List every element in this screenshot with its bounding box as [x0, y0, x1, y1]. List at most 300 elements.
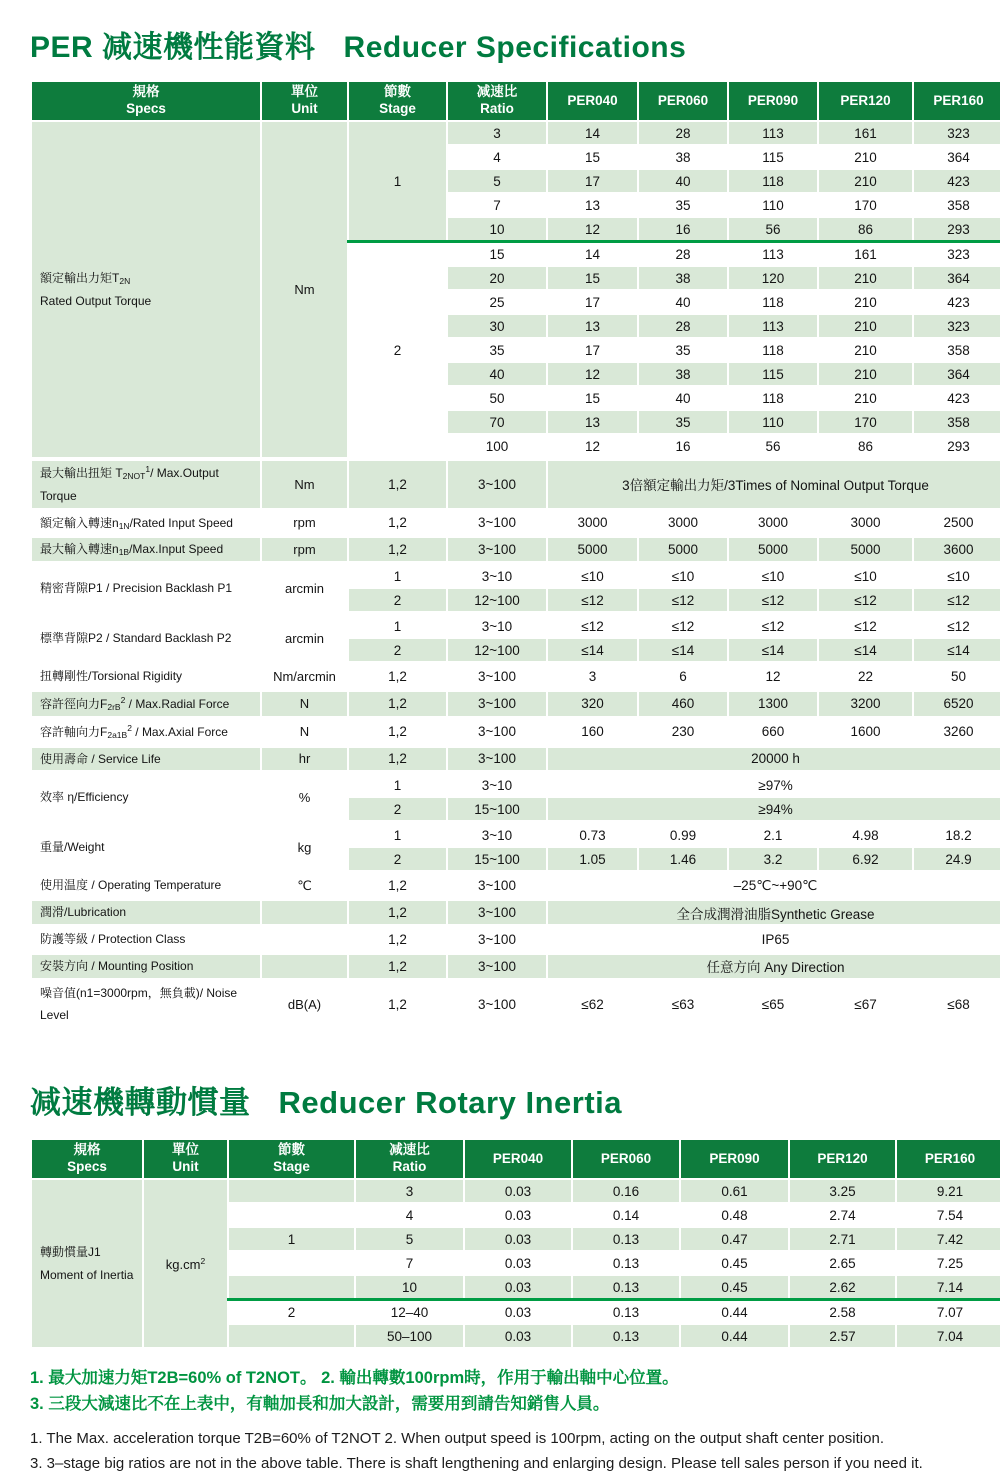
table-cell: ≤12 [818, 613, 913, 638]
table-cell: 358 [913, 410, 1000, 434]
header-row [31, 1139, 1000, 1179]
table-cell: 3000 [818, 510, 913, 537]
table-cell: 1,2 [348, 899, 447, 926]
table-cell: 13 [547, 314, 638, 338]
table-cell: 15~100 [447, 847, 547, 872]
column-header: PER090 [680, 1139, 789, 1179]
spec-label: 容許徑向力$F_{2rB}^2$ / Max.Radial Force [31, 690, 261, 718]
table-cell: 40 [638, 290, 728, 314]
table-cell: 3~10 [447, 822, 547, 847]
table-cell: 3倍額定輸出力矩/3Times of Nominal Output Torque [547, 459, 1000, 510]
table-cell: 25 [447, 290, 547, 314]
column-header: PER120 [789, 1139, 896, 1179]
table-cell: 40 [447, 362, 547, 386]
table-cell: 6520 [913, 690, 1000, 718]
table-cell: 0.99 [638, 822, 728, 847]
spec-label: 精密背隙P1 / Precision Backlash P1 [31, 563, 261, 613]
unit-cell: N [261, 718, 348, 746]
page-title-zh: PER 减速機性能資料 [30, 31, 316, 64]
table-cell: 17 [547, 338, 638, 362]
table-row [31, 746, 1000, 773]
table-cell: 3~100 [447, 899, 547, 926]
table-row [31, 1179, 1000, 1203]
table-cell: 0.48 [680, 1203, 789, 1227]
table-cell: 3~100 [447, 718, 547, 746]
spec-label: 扭轉剛性/Torsional Rigidity [31, 663, 261, 690]
table-cell: 2 [348, 588, 447, 613]
table-cell: 0.45 [680, 1275, 789, 1300]
table-cell: 13 [547, 193, 638, 217]
table-cell: 3.25 [789, 1179, 896, 1203]
table-cell: 0.03 [464, 1275, 572, 1300]
table-cell: 1,2 [348, 663, 447, 690]
table-cell: 358 [913, 193, 1000, 217]
table-cell: ≤65 [728, 980, 818, 1029]
table-cell: 2.62 [789, 1275, 896, 1300]
table-cell: 4.98 [818, 822, 913, 847]
footnote-en-1: 1. The Max. acceleration torque T2B=60% of T2NOT 2. When output speed is 100rpm, acting on the output shaft center position. [30, 1430, 884, 1448]
table-cell: 1300 [728, 690, 818, 718]
table-cell: 50–100 [355, 1324, 464, 1348]
table-cell [228, 1251, 355, 1275]
table-cell: 5000 [547, 536, 638, 563]
table-cell: 0.16 [572, 1179, 680, 1203]
table-cell: 423 [913, 386, 1000, 410]
column-header: PER060 [572, 1139, 680, 1179]
table-cell: ≤12 [818, 588, 913, 613]
table-cell: 2 [348, 797, 447, 822]
table-cell: ≥94% [547, 797, 1000, 822]
table-cell: 118 [728, 169, 818, 193]
table-cell: 任意方向 Any Direction [547, 953, 1000, 980]
table-row [31, 121, 1000, 145]
inertia-table-header [31, 1139, 1000, 1179]
table-cell: 40 [638, 169, 728, 193]
table-cell: 118 [728, 338, 818, 362]
table-cell: 0.13 [572, 1251, 680, 1275]
table-cell: 364 [913, 266, 1000, 290]
table-cell: 210 [818, 386, 913, 410]
table-cell: ≤68 [913, 980, 1000, 1029]
table-cell: 2 [348, 638, 447, 663]
table-cell: 22 [818, 663, 913, 690]
table-cell: 100 [447, 434, 547, 459]
table-cell: ≤67 [818, 980, 913, 1029]
table-cell: 7 [447, 193, 547, 217]
spec-label: 安裝方向 / Mounting Position [31, 953, 261, 980]
table-cell: ≥97% [547, 772, 1000, 797]
table-cell: 24.9 [913, 847, 1000, 872]
table-cell: ≤14 [913, 638, 1000, 663]
table-cell: 28 [638, 242, 728, 267]
table-cell: 7 [355, 1251, 464, 1275]
footnote-zh-2: 3. 三段大減速比不在上表中，有軸加長和加大設計，需要用到請告知銷售人員。 [30, 1395, 610, 1414]
table-cell: 86 [818, 217, 913, 242]
table-cell: 4 [355, 1203, 464, 1227]
table-cell: 30 [447, 314, 547, 338]
stage-cell: 1 [348, 121, 447, 242]
table-cell: 10 [447, 217, 547, 242]
table-cell: 15 [547, 266, 638, 290]
table-cell: 113 [728, 242, 818, 267]
table-cell: ≤63 [638, 980, 728, 1029]
table-cell: 1600 [818, 718, 913, 746]
column-header: 節數 Stage [348, 81, 447, 121]
table-cell: 1,2 [348, 872, 447, 899]
unit-cell: Nm [261, 459, 348, 510]
table-cell: 3.2 [728, 847, 818, 872]
table-cell: 0.03 [464, 1203, 572, 1227]
spec-label: 使用温度 / Operating Temperature [31, 872, 261, 899]
table-cell: 0.03 [464, 1227, 572, 1251]
table-cell: 7.14 [896, 1275, 1000, 1300]
page-title-en: Reducer Specifications [343, 31, 687, 64]
table-cell: 1,2 [348, 459, 447, 510]
table-cell: 0.03 [464, 1251, 572, 1275]
table-cell: 1 [348, 772, 447, 797]
unit-cell: arcmin [261, 613, 348, 663]
table-cell: 3000 [547, 510, 638, 537]
table-cell: ≤14 [818, 638, 913, 663]
table-cell: 35 [638, 193, 728, 217]
table-cell: 115 [728, 362, 818, 386]
column-header: PER160 [896, 1139, 1000, 1179]
table-cell: 1 [228, 1227, 355, 1251]
table-cell: 364 [913, 145, 1000, 169]
table-cell: 2 [228, 1300, 355, 1325]
table-cell: 0.44 [680, 1324, 789, 1348]
table-cell: 12–40 [355, 1300, 464, 1325]
table-cell: 120 [728, 266, 818, 290]
spec-table [30, 80, 1000, 1029]
table-cell: 0.13 [572, 1324, 680, 1348]
table-cell: 2.58 [789, 1300, 896, 1325]
table-row [31, 926, 1000, 953]
table-cell: 210 [818, 314, 913, 338]
table-cell: 0.45 [680, 1251, 789, 1275]
table-cell: 115 [728, 145, 818, 169]
table-cell: 3000 [728, 510, 818, 537]
table-cell: 全合成潤滑油脂Synthetic Grease [547, 899, 1000, 926]
table-cell: 170 [818, 410, 913, 434]
table-cell: 210 [818, 290, 913, 314]
table-cell: 3~100 [447, 926, 547, 953]
table-cell: 14 [547, 121, 638, 145]
table-cell: 28 [638, 314, 728, 338]
table-cell: 113 [728, 121, 818, 145]
table-cell: 460 [638, 690, 728, 718]
table-cell: 0.03 [464, 1324, 572, 1348]
table-cell: 170 [818, 193, 913, 217]
table-cell: 1,2 [348, 690, 447, 718]
table-cell: 660 [728, 718, 818, 746]
table-cell: 15 [547, 386, 638, 410]
inertia-table [30, 1138, 1000, 1349]
table-cell: 1,2 [348, 926, 447, 953]
unit-cell: Nm/arcmin [261, 663, 348, 690]
table-cell: 56 [728, 434, 818, 459]
table-cell: 3~10 [447, 772, 547, 797]
table-cell: 2.65 [789, 1251, 896, 1275]
table-cell [228, 1324, 355, 1348]
table-cell: 17 [547, 290, 638, 314]
table-cell: 15~100 [447, 797, 547, 822]
table-cell: 1,2 [348, 953, 447, 980]
table-cell: 3~100 [447, 459, 547, 510]
spec-label: 轉動慣量J1 Moment of Inertia [31, 1179, 143, 1348]
table-cell: 1,2 [348, 718, 447, 746]
table-cell: ≤12 [547, 588, 638, 613]
table-cell: 12~100 [447, 638, 547, 663]
table-row [31, 822, 1000, 847]
unit-cell [261, 899, 348, 926]
table-cell: 38 [638, 266, 728, 290]
table-cell: 110 [728, 193, 818, 217]
table-cell: 423 [913, 290, 1000, 314]
table-cell: 1.46 [638, 847, 728, 872]
table-cell: 4 [447, 145, 547, 169]
table-cell: 10 [355, 1275, 464, 1300]
table-row [31, 772, 1000, 797]
table-cell: 3260 [913, 718, 1000, 746]
table-cell: 12~100 [447, 588, 547, 613]
table-cell: 28 [638, 121, 728, 145]
page-title2-zh: 减速機轉動慣量 [30, 1085, 251, 1121]
unit-cell: hr [261, 746, 348, 773]
column-header: PER040 [547, 81, 638, 121]
table-cell: 230 [638, 718, 728, 746]
table-cell: 6.92 [818, 847, 913, 872]
table-cell: 293 [913, 217, 1000, 242]
unit-cell [261, 926, 348, 953]
table-cell: 2 [348, 847, 447, 872]
unit-cell: % [261, 772, 348, 822]
unit-cell: ℃ [261, 872, 348, 899]
table-cell: 210 [818, 145, 913, 169]
table-cell: 0.44 [680, 1300, 789, 1325]
table-cell: 3~100 [447, 953, 547, 980]
unit-cell: rpm [261, 536, 348, 563]
table-cell: 20000 h [547, 746, 1000, 773]
table-cell: 160 [547, 718, 638, 746]
table-cell: 323 [913, 242, 1000, 267]
table-cell: 323 [913, 121, 1000, 145]
table-cell: 14 [547, 242, 638, 267]
table-cell: 7.54 [896, 1203, 1000, 1227]
table-row [31, 536, 1000, 563]
spec-label: 額定輸出力矩$T_{2N}$ Rated Output Torque [31, 121, 261, 459]
table-cell: 13 [547, 410, 638, 434]
table-cell: 38 [638, 145, 728, 169]
table-cell: ≤14 [728, 638, 818, 663]
table-cell: 7.07 [896, 1300, 1000, 1325]
table-cell: 1,2 [348, 746, 447, 773]
table-cell: 3~100 [447, 536, 547, 563]
unit-cell: $kg.cm^2$ [143, 1179, 228, 1348]
unit-cell: kg [261, 822, 348, 872]
table-cell: 3~100 [447, 510, 547, 537]
table-cell: 3~10 [447, 613, 547, 638]
table-cell: 3~10 [447, 563, 547, 588]
unit-cell [261, 953, 348, 980]
table-cell: 0.13 [572, 1227, 680, 1251]
table-cell: 3000 [638, 510, 728, 537]
column-header: PER160 [913, 81, 1000, 121]
table-cell: IP65 [547, 926, 1000, 953]
table-cell: 12 [547, 434, 638, 459]
table-cell: 7.04 [896, 1324, 1000, 1348]
table-row [31, 690, 1000, 718]
column-header: 减速比 Ratio [447, 81, 547, 121]
unit-cell: Nm [261, 121, 348, 459]
header-row [31, 81, 1000, 121]
table-row [31, 953, 1000, 980]
unit-cell: arcmin [261, 563, 348, 613]
unit-cell: dB(A) [261, 980, 348, 1029]
table-cell: 320 [547, 690, 638, 718]
column-header: 節數 Stage [228, 1139, 355, 1179]
table-cell: 3 [547, 663, 638, 690]
table-cell: ≤10 [818, 563, 913, 588]
column-header: PER090 [728, 81, 818, 121]
table-row [31, 663, 1000, 690]
unit-cell: rpm [261, 510, 348, 537]
table-cell: 3~100 [447, 980, 547, 1029]
table-cell: 56 [728, 217, 818, 242]
page-title2-en: Reducer Rotary Inertia [278, 1085, 622, 1121]
spec-label: 防護等級 / Protection Class [31, 926, 261, 953]
footnote-en-2: 3. 3–stage big ratios are not in the above table. There is shaft lengthening and enlarging design. Please tell sales person if you need it. [30, 1455, 923, 1473]
column-header: 規格 Specs [31, 1139, 143, 1179]
spec-label: 額定輸入轉速$n_{1N}$/Rated Input Speed [31, 510, 261, 537]
page-title-inertia [30, 1077, 985, 1122]
table-cell: 1,2 [348, 510, 447, 537]
table-cell: 17 [547, 169, 638, 193]
table-cell: 323 [913, 314, 1000, 338]
table-cell: 35 [638, 410, 728, 434]
table-cell: 12 [547, 362, 638, 386]
footnotes [30, 1367, 985, 1475]
column-header: PER040 [464, 1139, 572, 1179]
table-cell: 0.13 [572, 1275, 680, 1300]
table-cell: 15 [447, 242, 547, 267]
table-cell: 118 [728, 386, 818, 410]
table-cell: ≤12 [728, 588, 818, 613]
column-header: PER060 [638, 81, 728, 121]
table-cell: 293 [913, 434, 1000, 459]
table-cell: 3600 [913, 536, 1000, 563]
column-header: PER120 [818, 81, 913, 121]
table-cell: 1 [348, 822, 447, 847]
table-cell: ≤12 [913, 588, 1000, 613]
spec-label: 重量/Weight [31, 822, 261, 872]
table-cell: 3 [355, 1179, 464, 1203]
table-cell: 5000 [728, 536, 818, 563]
table-cell: 15 [547, 145, 638, 169]
table-cell: 0.13 [572, 1300, 680, 1325]
column-header: 單位 Unit [261, 81, 348, 121]
table-cell: 18.2 [913, 822, 1000, 847]
table-cell: 5 [355, 1227, 464, 1251]
table-row [31, 718, 1000, 746]
table-cell: 1,2 [348, 980, 447, 1029]
table-cell: 358 [913, 338, 1000, 362]
spec-label: 效率 η/Efficiency [31, 772, 261, 822]
table-cell [228, 1275, 355, 1300]
table-cell: 1,2 [348, 536, 447, 563]
table-cell: 2.74 [789, 1203, 896, 1227]
table-cell: ≤10 [728, 563, 818, 588]
table-cell: 50 [447, 386, 547, 410]
table-cell: ≤14 [547, 638, 638, 663]
table-cell: 20 [447, 266, 547, 290]
table-cell: 3~100 [447, 872, 547, 899]
table-cell: 70 [447, 410, 547, 434]
table-cell: 16 [638, 217, 728, 242]
stage-cell: 2 [348, 242, 447, 460]
table-cell: 113 [728, 314, 818, 338]
table-cell: 0.14 [572, 1203, 680, 1227]
table-row [31, 872, 1000, 899]
table-cell: 3~100 [447, 746, 547, 773]
table-cell: 1 [348, 613, 447, 638]
table-cell: 35 [638, 338, 728, 362]
table-cell: 423 [913, 169, 1000, 193]
table-cell: 5000 [818, 536, 913, 563]
table-cell: 2.1 [728, 822, 818, 847]
table-cell: 0.03 [464, 1300, 572, 1325]
table-cell: 210 [818, 338, 913, 362]
table-cell: ≤12 [638, 588, 728, 613]
table-cell: 2.57 [789, 1324, 896, 1348]
table-cell: ≤10 [913, 563, 1000, 588]
page-title-specifications [30, 22, 985, 66]
column-header: 規格 Specs [31, 81, 261, 121]
spec-label: 最大輸入轉速$n_{1B}/Max.Input$ Speed [31, 536, 261, 563]
table-cell: 5 [447, 169, 547, 193]
table-cell: 210 [818, 266, 913, 290]
table-cell: 38 [638, 362, 728, 386]
table-row [31, 899, 1000, 926]
table-cell: 161 [818, 121, 913, 145]
table-cell: 9.21 [896, 1179, 1000, 1203]
unit-cell: N [261, 690, 348, 718]
table-cell: 210 [818, 169, 913, 193]
table-cell: 118 [728, 290, 818, 314]
table-cell: 5000 [638, 536, 728, 563]
table-row [31, 459, 1000, 510]
table-cell: 12 [547, 217, 638, 242]
inertia-table-body [31, 1179, 1000, 1348]
table-cell: 7.42 [896, 1227, 1000, 1251]
table-row [31, 510, 1000, 537]
table-cell: 161 [818, 242, 913, 267]
table-cell: ≤10 [638, 563, 728, 588]
table-row [31, 563, 1000, 588]
column-header: 單位 Unit [143, 1139, 228, 1179]
table-cell: ≤12 [638, 613, 728, 638]
table-cell: 0.47 [680, 1227, 789, 1251]
table-cell: ≤62 [547, 980, 638, 1029]
spec-label: 潤滑/Lubrication [31, 899, 261, 926]
table-cell: 1 [348, 563, 447, 588]
table-cell: 0.03 [464, 1179, 572, 1203]
table-cell: 7.25 [896, 1251, 1000, 1275]
table-cell: ≤12 [728, 613, 818, 638]
table-row [31, 980, 1000, 1029]
table-cell: 2500 [913, 510, 1000, 537]
table-cell: ≤10 [547, 563, 638, 588]
